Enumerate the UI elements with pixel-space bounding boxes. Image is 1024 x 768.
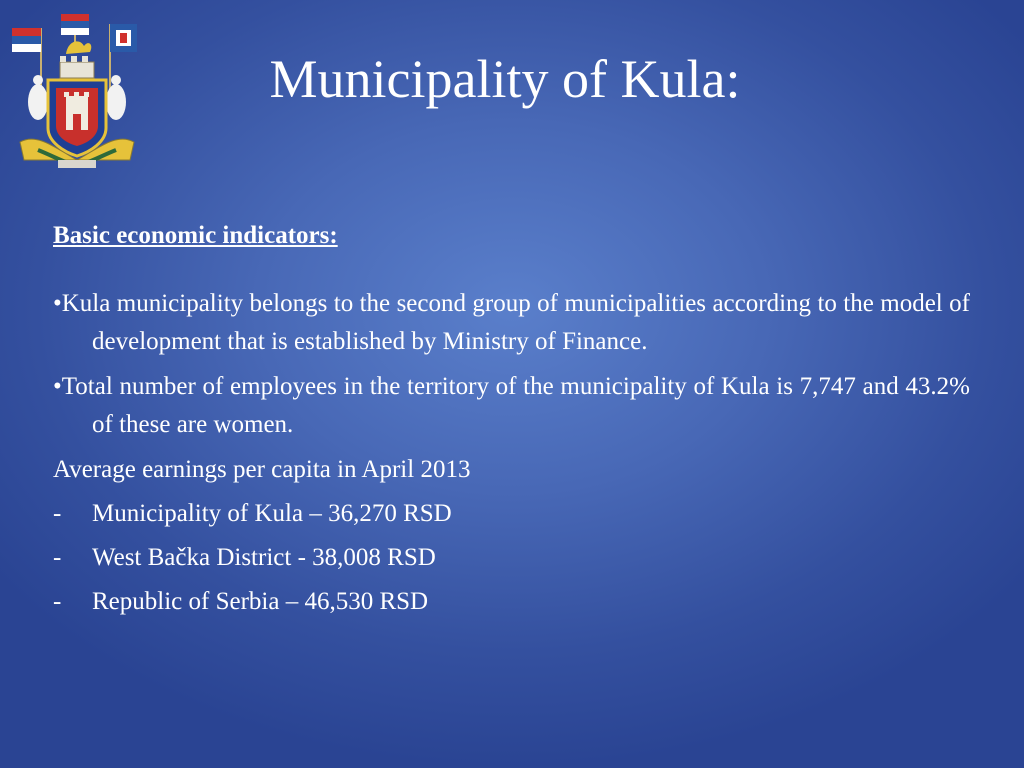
earnings-item	[53, 583, 970, 621]
bullet-item: •Kula municipality belongs to the second group of municipalities according to the model of development that is established by Ministry of Finance.	[53, 290, 970, 355]
earnings-item	[53, 495, 970, 533]
dash-marker: -	[53, 588, 62, 615]
earnings-heading: Average earnings per capita in April 2013	[53, 456, 471, 483]
section-heading: Basic economic indicators:	[53, 222, 338, 249]
earnings-item	[53, 539, 970, 577]
dash-marker: -	[53, 500, 62, 527]
earnings-item-text: West Bačka District - 38,008 RSD	[92, 544, 436, 571]
slide-content	[53, 217, 970, 627]
earnings-item-text: Municipality of Kula – 36,270 RSD	[92, 500, 452, 527]
slide-title: Municipality of Kula:	[269, 49, 741, 109]
dash-marker: -	[53, 544, 62, 571]
earnings-item-text: Republic of Serbia – 46,530 RSD	[92, 588, 429, 615]
bullet-item: •Total number of employees in the territory of the municipality of Kula is 7,747 and 43.2% of these are women.	[53, 373, 970, 438]
